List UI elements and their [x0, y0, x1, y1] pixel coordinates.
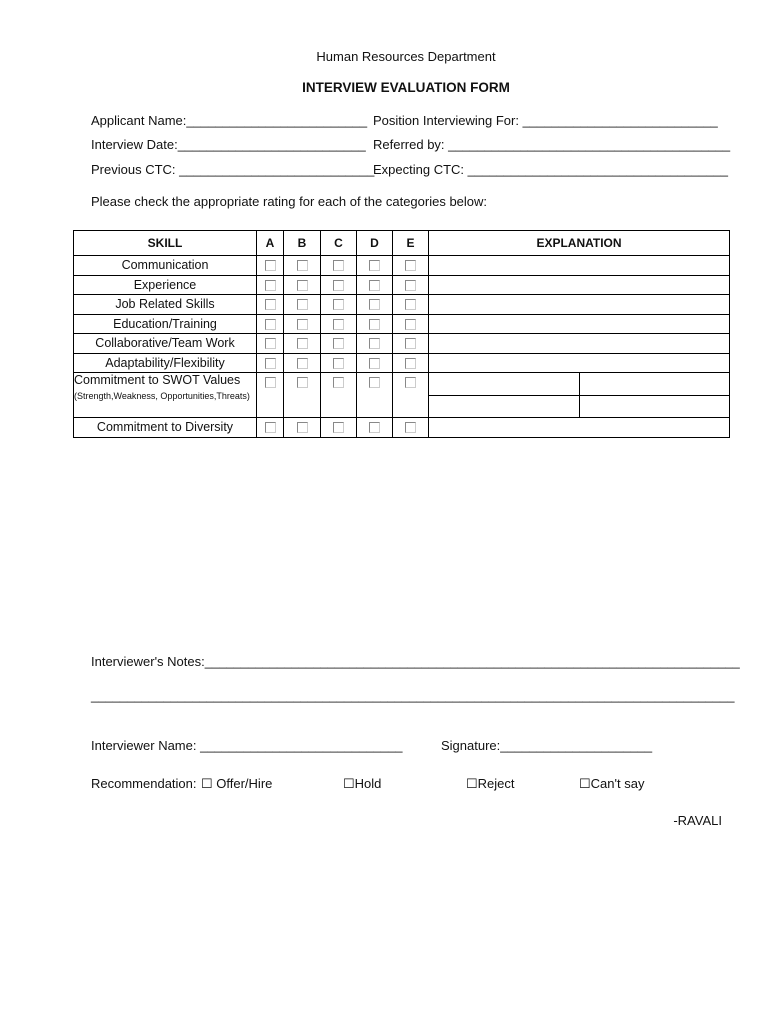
rating-e-header: E	[393, 231, 429, 256]
rating-e-cell[interactable]	[393, 314, 429, 334]
rating-d-cell[interactable]	[357, 275, 393, 295]
author-signoff: -RAVALI	[673, 813, 722, 828]
skill-name: Communication	[74, 256, 257, 276]
table-row	[74, 256, 730, 276]
rating-c-cell[interactable]	[321, 373, 357, 418]
rating-c-checkbox[interactable]	[333, 338, 344, 349]
table-row	[74, 418, 730, 438]
rating-d-checkbox[interactable]	[369, 280, 380, 291]
rating-instructions: Please check the appropriate rating for each of the categories below:	[91, 194, 488, 209]
rating-a-checkbox[interactable]	[265, 280, 276, 291]
rating-d-checkbox[interactable]	[369, 338, 380, 349]
table-row	[74, 334, 730, 354]
explanation-cell[interactable]	[429, 373, 730, 418]
rating-e-cell[interactable]	[393, 256, 429, 276]
form-title: INTERVIEW EVALUATION FORM	[302, 80, 510, 95]
rating-d-cell[interactable]	[357, 256, 393, 276]
skill-name: Job Related Skills	[74, 295, 257, 315]
rating-e-cell[interactable]	[393, 334, 429, 354]
rating-a-checkbox[interactable]	[265, 422, 276, 433]
rating-e-checkbox[interactable]	[405, 260, 416, 271]
rating-a-cell[interactable]	[257, 334, 284, 354]
skill-name: Experience	[74, 275, 257, 295]
rating-b-cell[interactable]	[284, 334, 321, 354]
rating-a-cell[interactable]	[257, 373, 284, 418]
rating-e-cell[interactable]	[393, 373, 429, 418]
rating-e-checkbox[interactable]	[405, 377, 416, 388]
rating-c-checkbox[interactable]	[333, 299, 344, 310]
swot-detail-label: (Strength,Weakness, Opportunities,Threats)	[74, 391, 250, 401]
rating-c-cell[interactable]	[321, 256, 357, 276]
rating-b-cell[interactable]	[284, 353, 321, 373]
applicant-name-field[interactable]: Applicant Name:_________________________	[91, 113, 368, 128]
table-row	[74, 275, 730, 295]
cant-say-checkbox[interactable]: ☐Can't say	[579, 776, 645, 791]
rating-e-checkbox[interactable]	[405, 338, 416, 349]
rating-a-checkbox[interactable]	[265, 260, 276, 271]
skill-name: Adaptability/Flexibility	[74, 353, 257, 373]
explanation-cell[interactable]	[429, 256, 730, 276]
table-row	[74, 295, 730, 315]
referred-by-field[interactable]: Referred by: _______________________________________	[373, 137, 731, 152]
rating-d-cell[interactable]	[357, 418, 393, 438]
rating-c-cell[interactable]	[321, 334, 357, 354]
rating-e-cell[interactable]	[393, 275, 429, 295]
previous-ctc-field[interactable]: Previous CTC: ___________________________	[91, 162, 375, 177]
explanation-cell[interactable]	[429, 334, 730, 354]
rating-e-checkbox[interactable]	[405, 280, 416, 291]
rating-a-checkbox[interactable]	[265, 319, 276, 330]
rating-a-checkbox[interactable]	[265, 358, 276, 369]
rating-b-checkbox[interactable]	[297, 377, 308, 388]
rating-b-checkbox[interactable]	[297, 338, 308, 349]
rating-a-header: A	[257, 231, 284, 256]
rating-b-checkbox[interactable]	[297, 280, 308, 291]
recommendation-label: Recommendation:	[91, 776, 197, 791]
signature-field[interactable]: Signature:_____________________	[441, 738, 653, 753]
rating-d-checkbox[interactable]	[369, 358, 380, 369]
notes-line-2[interactable]: _________________________________________________________________________________________	[91, 688, 735, 703]
rating-d-checkbox[interactable]	[369, 299, 380, 310]
rating-a-cell[interactable]	[257, 418, 284, 438]
rating-a-checkbox[interactable]	[265, 338, 276, 349]
interviewer-notes-field[interactable]: Interviewer's Notes:__________________________________________________________________________	[91, 654, 740, 669]
expecting-ctc-field[interactable]: Expecting CTC: ____________________________________	[373, 162, 728, 177]
rating-b-checkbox[interactable]	[297, 319, 308, 330]
skill-name: Education/Training	[74, 314, 257, 334]
explanation-cell[interactable]	[429, 295, 730, 315]
rating-e-checkbox[interactable]	[405, 319, 416, 330]
rating-d-cell[interactable]	[357, 353, 393, 373]
explanation-cell[interactable]	[429, 353, 730, 373]
rating-c-cell[interactable]	[321, 275, 357, 295]
department-heading: Human Resources Department	[316, 49, 496, 64]
rating-d-cell[interactable]	[357, 373, 393, 418]
table-row	[74, 373, 730, 418]
rating-a-cell[interactable]	[257, 314, 284, 334]
rating-a-cell[interactable]	[257, 295, 284, 315]
rating-b-cell[interactable]	[284, 295, 321, 315]
skill-header: SKILL	[74, 231, 257, 256]
interviewer-name-field[interactable]: Interviewer Name: ____________________________	[91, 738, 403, 753]
rating-a-cell[interactable]	[257, 353, 284, 373]
rating-c-checkbox[interactable]	[333, 422, 344, 433]
explanation-header: EXPLANATION	[429, 231, 730, 256]
skill-name-swot	[74, 373, 257, 418]
rating-d-header: D	[357, 231, 393, 256]
rating-c-checkbox[interactable]	[333, 319, 344, 330]
rating-d-checkbox[interactable]	[369, 377, 380, 388]
explanation-cell[interactable]	[429, 418, 730, 438]
rating-c-checkbox[interactable]	[333, 260, 344, 271]
rating-e-cell[interactable]	[393, 295, 429, 315]
offer-hire-checkbox[interactable]: ☐ Offer/Hire	[201, 776, 273, 791]
rating-c-cell[interactable]	[321, 418, 357, 438]
rating-a-checkbox[interactable]	[265, 299, 276, 310]
rating-d-cell[interactable]	[357, 295, 393, 315]
table-header-row	[74, 231, 730, 256]
skill-name: Collaborative/Team Work	[74, 334, 257, 354]
rating-d-cell[interactable]	[357, 314, 393, 334]
rating-d-checkbox[interactable]	[369, 260, 380, 271]
swot-main-label: Commitment to SWOT Values	[74, 373, 241, 387]
rating-d-checkbox[interactable]	[369, 422, 380, 433]
rating-e-checkbox[interactable]	[405, 358, 416, 369]
rating-c-cell[interactable]	[321, 353, 357, 373]
explanation-cell[interactable]	[429, 314, 730, 334]
rating-b-header: B	[284, 231, 321, 256]
interview-date-field[interactable]: Interview Date:__________________________	[91, 137, 366, 152]
rating-a-cell[interactable]	[257, 256, 284, 276]
rating-b-cell[interactable]	[284, 256, 321, 276]
rating-e-cell[interactable]	[393, 418, 429, 438]
rating-b-cell[interactable]	[284, 275, 321, 295]
rating-c-cell[interactable]	[321, 314, 357, 334]
rating-b-cell[interactable]	[284, 418, 321, 438]
rating-c-checkbox[interactable]	[333, 358, 344, 369]
rating-b-checkbox[interactable]	[297, 358, 308, 369]
explanation-cell[interactable]	[429, 275, 730, 295]
hold-checkbox[interactable]: ☐Hold	[343, 776, 382, 791]
rating-c-checkbox[interactable]	[333, 377, 344, 388]
rating-a-cell[interactable]	[257, 275, 284, 295]
rating-d-checkbox[interactable]	[369, 319, 380, 330]
skill-name: Commitment to Diversity	[74, 418, 257, 438]
rating-b-cell[interactable]	[284, 314, 321, 334]
rating-c-cell[interactable]	[321, 295, 357, 315]
rating-e-cell[interactable]	[393, 353, 429, 373]
rating-b-checkbox[interactable]	[297, 260, 308, 271]
rating-b-cell[interactable]	[284, 373, 321, 418]
evaluation-table	[73, 230, 730, 438]
table-row	[74, 353, 730, 373]
reject-checkbox[interactable]: ☐Reject	[466, 776, 515, 791]
position-field[interactable]: Position Interviewing For: ___________________________	[373, 113, 718, 128]
rating-e-checkbox[interactable]	[405, 422, 416, 433]
rating-c-checkbox[interactable]	[333, 280, 344, 291]
rating-d-cell[interactable]	[357, 334, 393, 354]
rating-b-checkbox[interactable]	[297, 422, 308, 433]
table-row	[74, 314, 730, 334]
rating-c-header: C	[321, 231, 357, 256]
rating-b-checkbox[interactable]	[297, 299, 308, 310]
rating-e-checkbox[interactable]	[405, 299, 416, 310]
rating-a-checkbox[interactable]	[265, 377, 276, 388]
